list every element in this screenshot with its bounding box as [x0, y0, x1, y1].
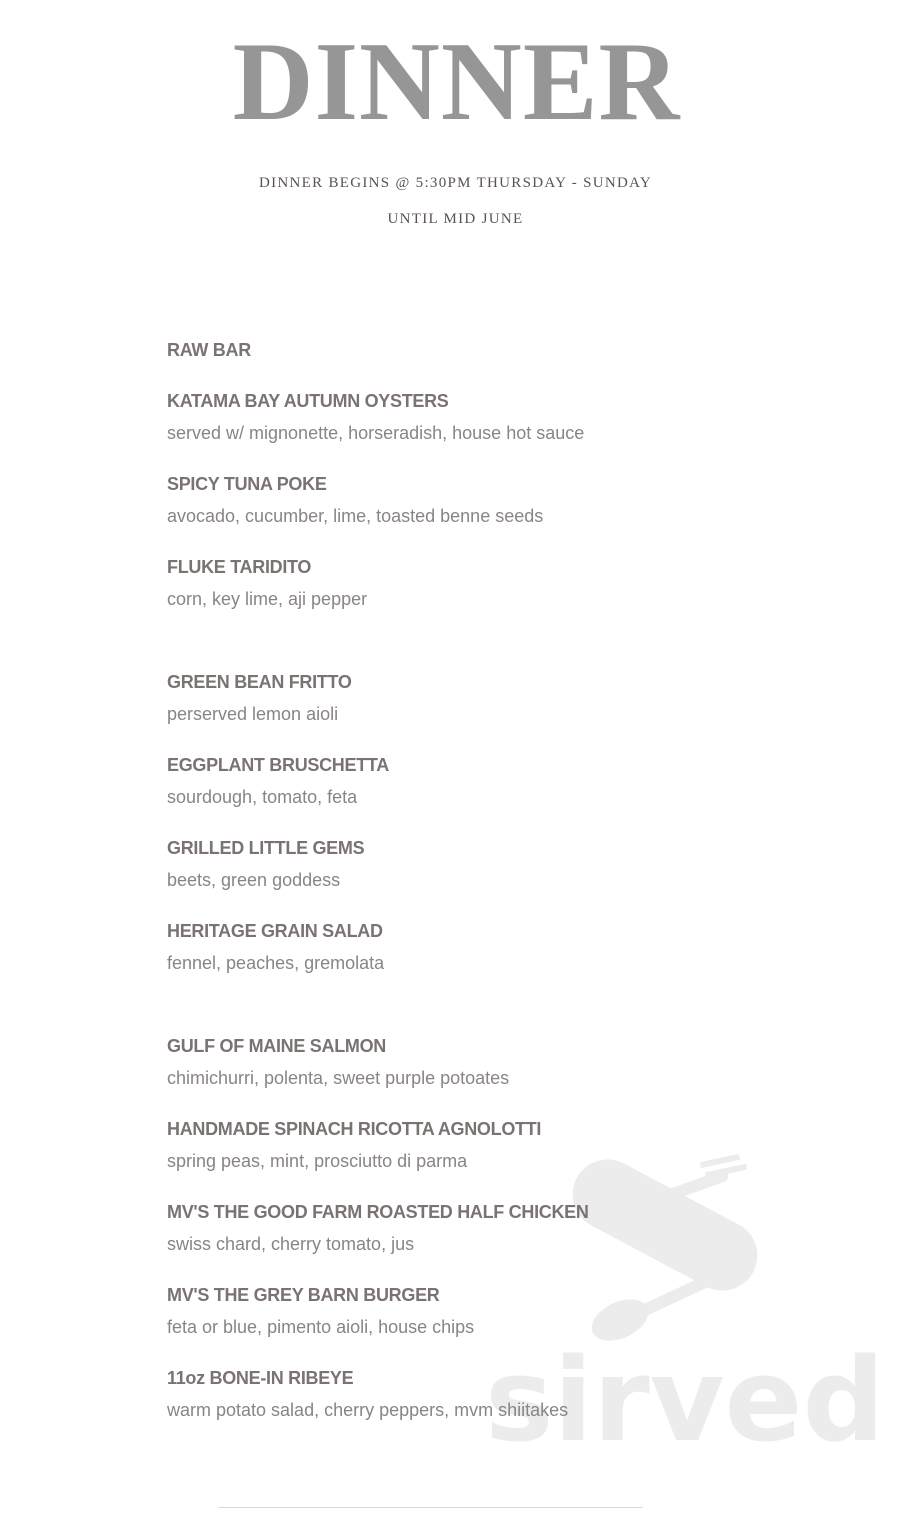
menu-item	[167, 1196, 727, 1260]
page-title: DINNER	[232, 20, 681, 144]
item-name: FLUKE TARIDITO	[167, 557, 312, 577]
item-name: EGGPLANT BRUSCHETTA	[167, 755, 389, 775]
menu-item	[167, 385, 727, 449]
item-name: GULF OF MAINE SALMON	[167, 1036, 386, 1056]
item-name: 11oz BONE-IN RIBEYE	[167, 1368, 354, 1388]
item-name: MV'S THE GREY BARN BURGER	[167, 1285, 440, 1305]
section-heading	[167, 334, 727, 366]
watermark-text: sirved	[485, 1334, 885, 1468]
item-description: avocado, cucumber, lime, toasted benne seeds	[167, 506, 544, 526]
menu-item	[167, 1279, 727, 1343]
menu-section-mains	[167, 1030, 727, 1426]
item-description: perserved lemon aioli	[167, 704, 339, 724]
item-description: beets, green goddess	[167, 870, 341, 890]
item-name: KATAMA BAY AUTUMN OYSTERS	[167, 391, 449, 411]
section-heading-label: RAW BAR	[167, 340, 251, 360]
menu-section-small-plates	[167, 666, 727, 979]
item-description: warm potato salad, cherry peppers, mvm shiitakes	[167, 1400, 569, 1420]
item-name: HERITAGE GRAIN SALAD	[167, 921, 383, 941]
menu-item	[167, 832, 727, 896]
item-name: MV'S THE GOOD FARM ROASTED HALF CHICKEN	[167, 1202, 589, 1222]
menu-item	[167, 1113, 727, 1177]
menu	[167, 334, 727, 1445]
item-name: GRILLED LITTLE GEMS	[167, 838, 365, 858]
menu-section-raw-bar	[167, 334, 727, 615]
item-description: fennel, peaches, gremolata	[167, 953, 385, 973]
menu-item	[167, 1030, 727, 1094]
divider	[218, 1507, 643, 1508]
menu-item	[167, 551, 727, 615]
item-description: feta or blue, pimento aioli, house chips	[167, 1317, 475, 1337]
menu-item	[167, 915, 727, 979]
item-description: corn, key lime, aji pepper	[167, 589, 368, 609]
item-description: served w/ mignonette, horseradish, house hot sauce	[167, 423, 585, 443]
item-name: SPICY TUNA POKE	[167, 474, 327, 494]
item-description: sourdough, tomato, feta	[167, 787, 358, 807]
menu-item	[167, 468, 727, 532]
menu-item	[167, 1362, 727, 1426]
item-description: chimichurri, polenta, sweet purple potoates	[167, 1068, 510, 1088]
item-description: swiss chard, cherry tomato, jus	[167, 1234, 415, 1254]
menu-item	[167, 666, 727, 730]
item-name: GREEN BEAN FRITTO	[167, 672, 352, 692]
dinner-hours: DINNER BEGINS @ 5:30PM THURSDAY - SUNDAY	[258, 175, 653, 191]
season-note: UNTIL MID JUNE	[387, 211, 524, 227]
menu-item	[167, 749, 727, 813]
item-description: spring peas, mint, prosciutto di parma	[167, 1151, 468, 1171]
item-name: HANDMADE SPINACH RICOTTA AGNOLOTTI	[167, 1119, 542, 1139]
